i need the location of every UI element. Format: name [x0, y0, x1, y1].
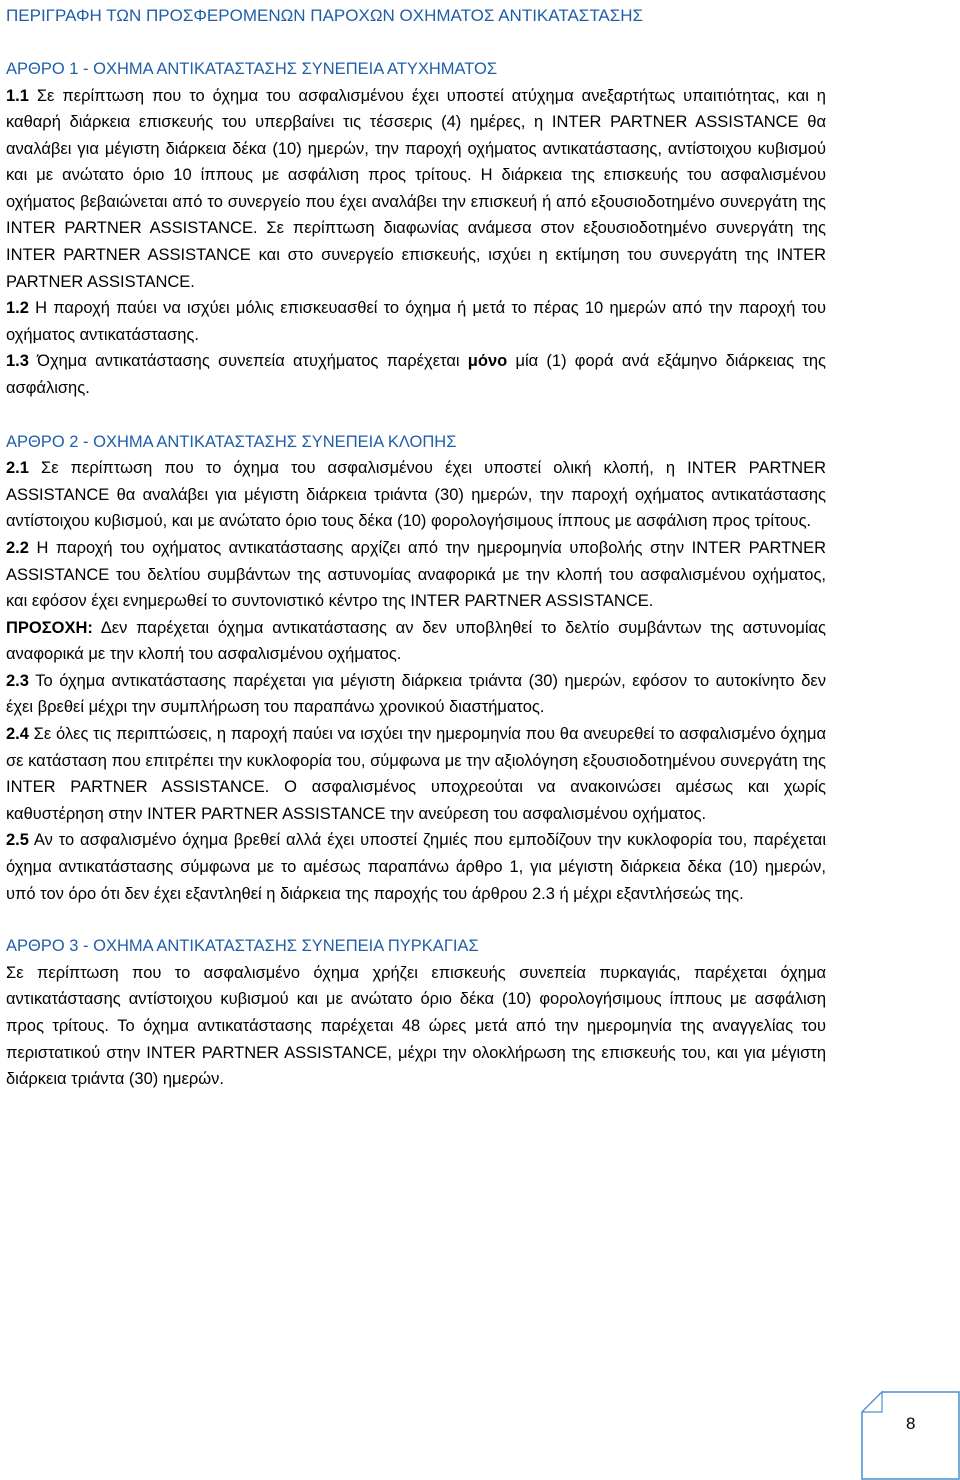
paragraph-1-1 [6, 83, 826, 296]
paragraph-text: Σε όλες τις περιπτώσεις, η παροχή παύει να ισχύει την ημερομηνία που θα ανευρεθεί το ασφαλισμένο όχημα σε κατάσταση που επιτρέπει την κυκλοφορία του, σύμφωνα με την αξιολόγηση εξουσιοδοτημένου συνεργάτη της INTER PARTNER ASSISTANCE. Ο ασφαλισμένος υποχρεούται να ανακοινώσει αμέσως και χωρίς καθυστέρηση στην INTER PARTNER ASSISTANCE την ανεύρεση του ασφαλισμένου οχήματος. [6, 725, 826, 823]
paragraph-number: 1.3 [6, 352, 29, 371]
paragraph-number: 1.1 [6, 86, 29, 105]
paragraph-text: Το όχημα αντικατάστασης παρέχεται για μέγιστη διάρκεια τριάντα (30) ημερών, εφόσον το αυτοκίνητο δεν έχει βρεθεί μέχρι την συμπλήρωση του παραπάνω χρονικού διαστήματος. [6, 671, 826, 717]
paragraph-1-2 [6, 295, 826, 348]
page-corner-shape [860, 1390, 960, 1480]
page-number-badge [860, 1390, 960, 1480]
paragraph-2-3 [6, 668, 826, 721]
paragraph-text: Σε περίπτωση που το όχημα του ασφαλισμένου έχει υποστεί ατύχημα ανεξαρτήτως υπαιτιότητας, και η καθαρή διάρκεια επισκευής του υπερβαίνει τις τέσσερις (4) ημέρες, η INTER PARTNER ASSISTANCE θα αναλάβει για μέγιστη διάρκεια δέκα (10) ημερών, την παροχή οχήματος αντικατάστασης, αντίστοιχου κυβισμού και με ανώτατο όριο 10 ίππους με ασφάλιση προς τρίτους. Η διάρκεια της επισκευής του ασφαλισμένου οχήματος βεβαιώνεται από το συνεργείο που έχει αναλάβει την επισκευή ή από εξουσιοδοτημένο συνεργάτη της INTER PARTNER ASSISTANCE. Σε περίπτωση διαφωνίας ανάμεσα στον εξουσιοδοτημένο συνεργάτη της INTER PARTNER ASSISTANCE και στο συνεργείο επισκευής, ισχύει η εκτίμηση του συνεργάτη της INTER PARTNER ASSISTANCE. [6, 86, 826, 291]
paragraph-number: 2.4 [6, 725, 29, 744]
paragraph-text: Αν το ασφαλισμένο όχημα βρεθεί αλλά έχει υποστεί ζημιές που εμποδίζουν την κυκλοφορία του, παρέχεται όχημα αντικατάστασης σύμφωνα με το αμέσως παραπάνω άρθρο 1, για μέγιστη διάρκεια δέκα (10) ημερών, υπό τον όρο ότι δεν έχει εξαντληθεί η διάρκεια της παροχής του άρθρου 2.3 ή μέχρι εξαντλήσεώς της. [6, 831, 826, 903]
paragraph-number: 2.1 [6, 459, 29, 478]
paragraph-number: 2.2 [6, 538, 29, 557]
article-2-heading: ΑΡΘΡΟ 2 - ΟΧΗΜΑ ΑΝΤΙΚΑΤΑΣΤΑΣΗΣ ΣΥΝΕΠΕΙΑ ΚΛΟΠΗΣ [6, 432, 457, 451]
paragraph-text: Όχημα αντικατάστασης συνεπεία ατυχήματος παρέχεται [28, 352, 468, 371]
document-page [6, 3, 826, 1093]
paragraph-2-2 [6, 535, 826, 615]
paragraph-text: Η παροχή του οχήματος αντικατάστασης αρχίζει από την ημερομηνία υποβολής στην INTER PARTNER ASSISTANCE του δελτίου συμβάντων της αστυνομίας αναφορικά με την κλοπή του ασφαλισμένου οχήματος, και εφόσον έχει ενημερωθεί το συντονιστικό κέντρο της INTER PARTNER ASSISTANCE. [6, 538, 826, 611]
paragraph-text: Σε περίπτωση που το όχημα του ασφαλισμένου έχει υποστεί ολική κλοπή, η INTER PARTNER ASSISTANCE θα αναλάβει για μέγιστη διάρκεια τριάντα (30) ημερών, την παροχή οχήματος αντικατάστασης αντίστοιχου κυβισμού, και με ανώτατο όριο τους δέκα (10) φορολογήσιμους ίππους με ασφάλιση προς τρίτους. [6, 459, 826, 531]
paragraph-number: 2.5 [6, 831, 29, 850]
paragraph-3 [6, 960, 826, 1093]
paragraph-2-5 [6, 827, 826, 907]
paragraph-2-4 [6, 721, 826, 827]
paragraph-number: 2.3 [6, 671, 29, 690]
paragraph-text: μία (1) φορά ανά εξάμηνο διάρκειας της ασφάλισης. [6, 352, 826, 398]
paragraph-1-3 [6, 348, 826, 401]
paragraph-text: Δεν παρέχεται όχημα αντικατάστασης αν δεν υποβληθεί το δελτίο συμβάντων της αστυνομίας αναφορικά με την κλοπή του ασφαλισμένου οχήματος. [6, 618, 826, 664]
paragraph-text: Σε περίπτωση που το ασφαλισμένο όχημα χρήζει επισκευής συνεπεία πυρκαγιάς, παρέχεται όχημα αντικατάστασης αντίστοιχου κυβισμού και με ανώτατο όριο δέκα (10) φορολογήσιμους ίππους με ασφάλιση προς τρίτους. Το όχημα αντικατάστασης παρέχεται 48 ώρες μετά από την ημερομηνία της αναγγελίας του περιστατικού στην INTER PARTNER ASSISTANCE, μέχρι την ολοκλήρωση της επισκευής του, και για μέγιστη διάρκεια τριάντα (30) ημερών. [6, 963, 826, 1089]
paragraph-2-1 [6, 455, 826, 535]
paragraph-number: 1.2 [6, 299, 29, 318]
warning-label: ΠΡΟΣΟΧΗ: [6, 618, 93, 637]
article-1-heading: ΑΡΘΡΟ 1 - ΟΧΗΜΑ ΑΝΤΙΚΑΤΑΣΤΑΣΗΣ ΣΥΝΕΠΕΙΑ ΑΤΥΧΗΜΑΤΟΣ [6, 60, 498, 78]
page-title: ΠΕΡΙΓΡΑΦΗ ΤΩΝ ΠΡΟΣΦΕΡΟΜΕΝΩΝ ΠΑΡΟΧΩΝ ΟΧΗΜΑΤΟΣ ΑΝΤΙΚΑΤΑΣΤΑΣΗΣ [6, 6, 644, 25]
emphasis-text: μόνο [467, 352, 508, 371]
paragraph-text: Η παροχή παύει να ισχύει μόλις επισκευασθεί το όχημα ή μετά το πέρας 10 ημερών από την παροχή του οχήματος αντικατάστασης. [6, 299, 826, 344]
page-number: 8 [906, 1414, 916, 1433]
article-3-heading: ΑΡΘΡΟ 3 - ΟΧΗΜΑ ΑΝΤΙΚΑΤΑΣΤΑΣΗΣ ΣΥΝΕΠΕΙΑ ΠΥΡΚΑΓΙΑΣ [6, 937, 479, 956]
warning-paragraph [6, 615, 826, 668]
